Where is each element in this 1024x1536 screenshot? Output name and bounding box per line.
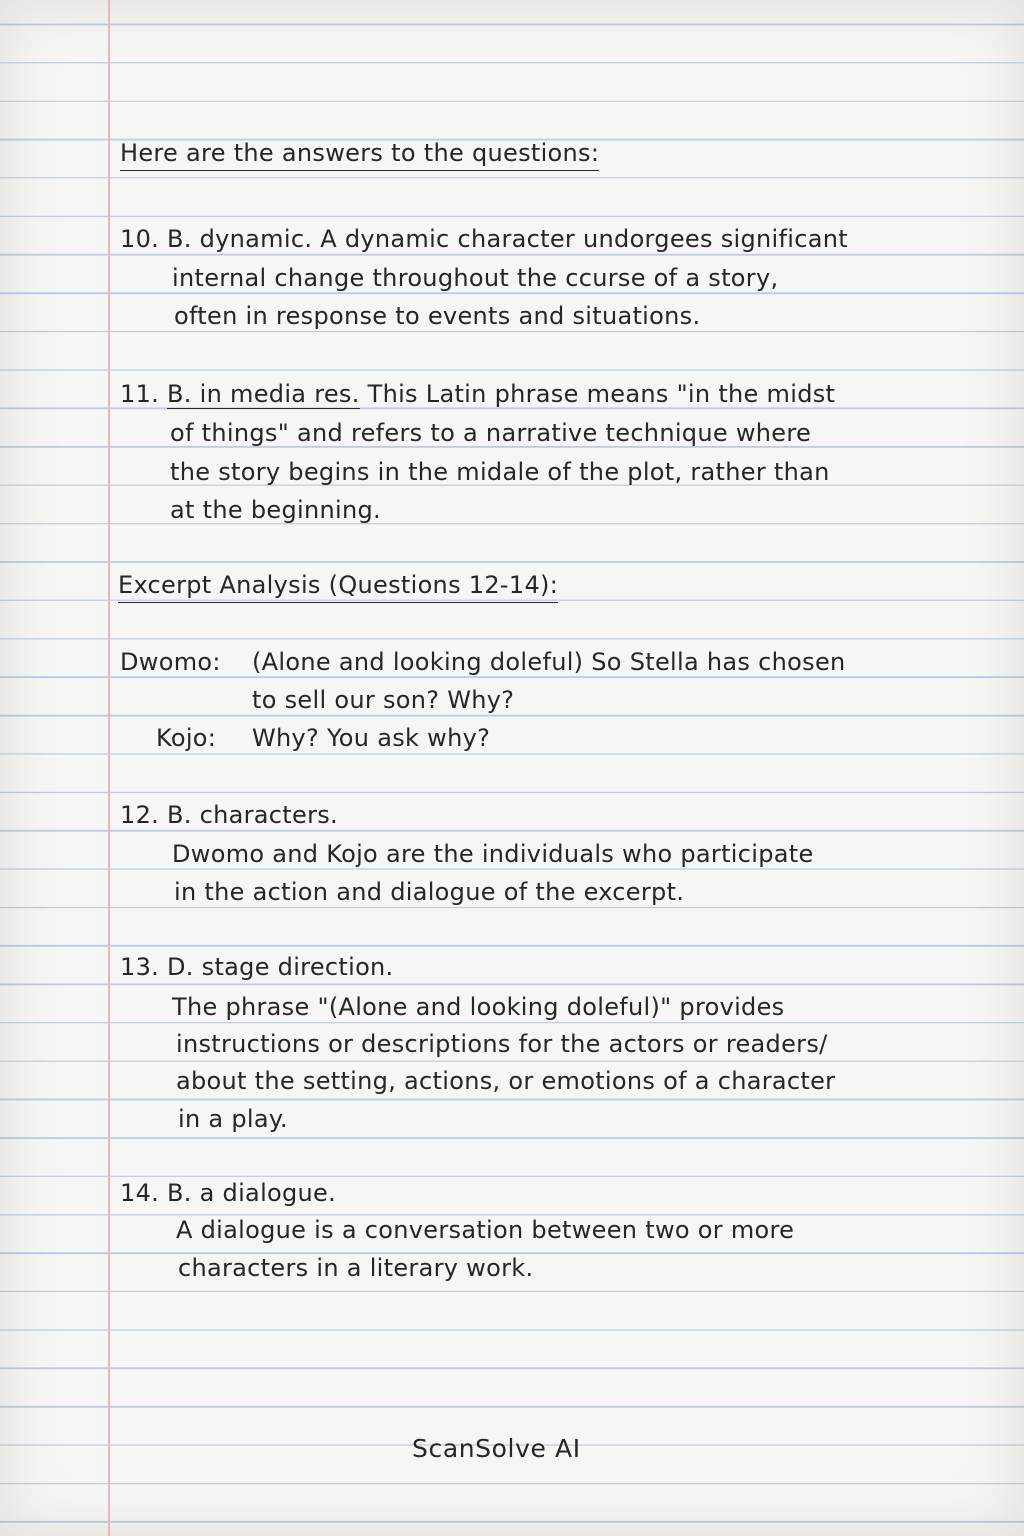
answer-13-title: 13. D. stage direction. bbox=[120, 953, 394, 981]
answer-10-text-1: A dynamic character undorgees significant bbox=[320, 225, 848, 253]
answer-11-line-1 bbox=[120, 375, 835, 413]
answer-11-choice: B. in media res. bbox=[167, 380, 360, 408]
footer-watermark: ScanSolve AI bbox=[412, 1434, 581, 1463]
kojo-line: Why? You ask why? bbox=[252, 724, 491, 752]
answer-14-title: 14. B. a dialogue. bbox=[120, 1179, 337, 1207]
answer-12-line-2: in the action and dialogue of the excerpt. bbox=[174, 878, 685, 906]
answer-14-line-1: A dialogue is a conversation between two or more bbox=[176, 1216, 795, 1244]
answer-12-title: 12. B. characters. bbox=[120, 801, 338, 829]
answer-12-line-1: Dwomo and Kojo are the individuals who participate bbox=[172, 840, 814, 868]
dwomo-line-2: to sell our son? Why? bbox=[252, 686, 515, 714]
dwomo-line-1: (Alone and looking doleful) So Stella has chosen bbox=[252, 648, 846, 676]
answer-11-line-2: of things" and refers to a narrative technique where bbox=[170, 419, 812, 447]
answer-10-line-2: internal change throughout the ccurse of a story, bbox=[172, 264, 779, 292]
page-heading: Here are the answers to the questions: bbox=[120, 136, 599, 171]
speaker-kojo: Kojo: bbox=[156, 724, 217, 752]
red-margin-line bbox=[108, 0, 110, 1536]
answer-14-line-2: characters in a literary work. bbox=[178, 1254, 534, 1282]
answer-13-line-2: instructions or descriptions for the actors or readers/ bbox=[176, 1030, 828, 1058]
answer-11-text-1: This Latin phrase means "in the midst bbox=[367, 380, 836, 408]
excerpt-heading: Excerpt Analysis (Questions 12-14): bbox=[118, 568, 558, 603]
answer-13-line-3: about the setting, actions, or emotions of a character bbox=[176, 1067, 836, 1095]
answer-10-line-1 bbox=[120, 220, 848, 258]
answer-11-number: 11. bbox=[120, 380, 160, 408]
answer-10-choice: 10. B. dynamic. bbox=[120, 225, 313, 253]
answer-11-line-3: the story begins in the midale of the plot, rather than bbox=[170, 458, 830, 486]
speaker-dwomo: Dwomo: bbox=[120, 648, 221, 676]
answer-11-line-4: at the beginning. bbox=[170, 496, 381, 524]
answer-10-line-3: often in response to events and situations. bbox=[174, 302, 701, 330]
answer-13-line-1: The phrase "(Alone and looking doleful)" provides bbox=[172, 993, 785, 1021]
answer-13-line-4: in a play. bbox=[178, 1105, 288, 1133]
